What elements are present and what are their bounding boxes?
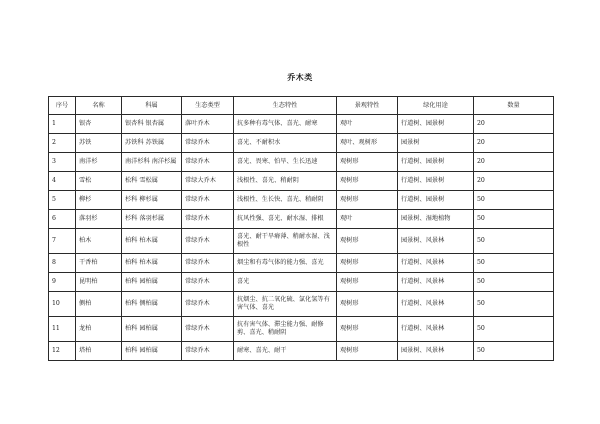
landscape-trait: 观树形	[337, 273, 398, 292]
quantity: 50	[474, 292, 554, 317]
tree-family: 苏铁科 苏铁属	[122, 134, 182, 153]
table-row	[49, 273, 554, 292]
eco-type: 常绿乔木	[182, 292, 234, 317]
greening-use: 行道树、风景林	[398, 254, 474, 273]
row-number: 5	[49, 191, 76, 210]
row-number: 8	[49, 254, 76, 273]
tree-family: 柏科 园柏属	[122, 342, 182, 361]
tree-family: 银杏科 银杏属	[122, 115, 182, 134]
eco-trait: 浅根性、喜光、稍耐阴	[234, 172, 337, 191]
eco-trait: 浅根性、生长快、喜光、稍耐阴	[234, 191, 337, 210]
eco-type: 常绿乔木	[182, 153, 234, 172]
quantity: 50	[474, 229, 554, 254]
tree-name: 落羽杉	[76, 210, 122, 229]
eco-type: 常绿乔木	[182, 342, 234, 361]
eco-trait: 抗烟尘、抗二氧化硫、氯化氢等有害气体、喜光	[234, 292, 337, 317]
greening-use: 园景树	[398, 134, 474, 153]
eco-type: 落叶乔木	[182, 115, 234, 134]
row-number: 4	[49, 172, 76, 191]
tree-family: 柏科 柏木属	[122, 229, 182, 254]
greening-use: 园景树、湿地植物	[398, 210, 474, 229]
quantity: 50	[474, 191, 554, 210]
table-row	[49, 342, 554, 361]
landscape-trait: 观叶	[337, 115, 398, 134]
quantity: 50	[474, 317, 554, 342]
landscape-trait: 观树形	[337, 342, 398, 361]
row-number: 3	[49, 153, 76, 172]
tree-name: 干香柏	[76, 254, 122, 273]
eco-trait: 耐寒、喜光、耐干	[234, 342, 337, 361]
tree-table	[48, 96, 554, 361]
tree-name: 雪松	[76, 172, 122, 191]
row-number: 2	[49, 134, 76, 153]
tree-name: 塔柏	[76, 342, 122, 361]
greening-use: 园景树、风景林	[398, 229, 474, 254]
table-row	[49, 191, 554, 210]
table-row	[49, 317, 554, 342]
landscape-trait: 观树形	[337, 254, 398, 273]
greening-use: 行道树、风景林	[398, 292, 474, 317]
row-number: 1	[49, 115, 76, 134]
eco-type: 常绿乔木	[182, 229, 234, 254]
eco-type: 常绿乔木	[182, 191, 234, 210]
eco-trait: 喜光、畏寒、怕旱、生长迅速	[234, 153, 337, 172]
greening-use: 行道树、园景树	[398, 115, 474, 134]
greening-use: 行道树、风景林	[398, 273, 474, 292]
table-row	[49, 229, 554, 254]
eco-type: 常绿乔木	[182, 273, 234, 292]
table-row	[49, 172, 554, 191]
header-cell: 序号	[49, 97, 76, 115]
greening-use: 行道树、园景树	[398, 191, 474, 210]
tree-name: 龙柏	[76, 317, 122, 342]
greening-use: 行道树、园景树	[398, 153, 474, 172]
quantity: 50	[474, 210, 554, 229]
eco-type: 常绿乔木	[182, 134, 234, 153]
eco-trait: 抗风性强、喜光、耐水湿、排根	[234, 210, 337, 229]
header-cell: 数量	[474, 97, 554, 115]
landscape-trait: 观叶、观树形	[337, 134, 398, 153]
row-number: 11	[49, 317, 76, 342]
quantity: 50	[474, 342, 554, 361]
eco-type: 常绿乔木	[182, 210, 234, 229]
eco-type: 常绿乔木	[182, 317, 234, 342]
row-number: 10	[49, 292, 76, 317]
row-number: 6	[49, 210, 76, 229]
quantity: 20	[474, 153, 554, 172]
landscape-trait: 观树形	[337, 191, 398, 210]
tree-family: 松科 雪松属	[122, 172, 182, 191]
landscape-trait: 观树形	[337, 172, 398, 191]
table-row	[49, 254, 554, 273]
landscape-trait: 观树形	[337, 153, 398, 172]
tree-name: 柏木	[76, 229, 122, 254]
table-row	[49, 153, 554, 172]
tree-name: 苏铁	[76, 134, 122, 153]
header-cell: 生态特性	[234, 97, 337, 115]
header-cell: 名称	[76, 97, 122, 115]
quantity: 50	[474, 273, 554, 292]
landscape-trait: 观树形	[337, 317, 398, 342]
tree-family: 杉科 落羽杉属	[122, 210, 182, 229]
tree-name: 南洋杉	[76, 153, 122, 172]
eco-trait: 喜光	[234, 273, 337, 292]
eco-trait: 喜光、不耐积水	[234, 134, 337, 153]
landscape-trait: 观叶	[337, 210, 398, 229]
eco-type: 常绿大乔木	[182, 172, 234, 191]
table-row	[49, 115, 554, 134]
header-cell: 景观特性	[337, 97, 398, 115]
tree-name: 昆明柏	[76, 273, 122, 292]
table-row	[49, 210, 554, 229]
landscape-trait: 观树形	[337, 292, 398, 317]
tree-family: 柏科 园柏属	[122, 317, 182, 342]
row-number: 9	[49, 273, 76, 292]
table-row	[49, 134, 554, 153]
row-number: 7	[49, 229, 76, 254]
tree-name: 银杏	[76, 115, 122, 134]
header-cell: 生态类型	[182, 97, 234, 115]
eco-trait: 烟尘和有毒气体的能力强、喜光	[234, 254, 337, 273]
quantity: 20	[474, 115, 554, 134]
eco-trait: 抗有害气体、滞尘能力强、耐修剪、喜光、稍耐阴	[234, 317, 337, 342]
tree-name: 侧柏	[76, 292, 122, 317]
tree-family: 柏科 柏木属	[122, 254, 182, 273]
tree-family: 柏科 侧柏属	[122, 292, 182, 317]
landscape-trait: 观树形	[337, 229, 398, 254]
row-number: 12	[49, 342, 76, 361]
tree-family: 南洋杉科 南洋杉属	[122, 153, 182, 172]
header-cell: 科属	[122, 97, 182, 115]
greening-use: 行道树、风景林	[398, 317, 474, 342]
page-title: 乔木类	[287, 73, 313, 82]
quantity: 20	[474, 134, 554, 153]
quantity: 50	[474, 254, 554, 273]
table-header-row	[49, 97, 554, 115]
eco-trait: 抗多种有毒气体、喜光、耐寒	[234, 115, 337, 134]
table-row	[49, 292, 554, 317]
tree-name: 柳杉	[76, 191, 122, 210]
eco-type: 常绿乔木	[182, 254, 234, 273]
header-cell: 绿化用途	[398, 97, 474, 115]
greening-use: 园景树、风景林	[398, 342, 474, 361]
greening-use: 行道树、园景树	[398, 172, 474, 191]
tree-family: 柏科 园柏属	[122, 273, 182, 292]
eco-trait: 喜光、耐干旱瘠薄、稍耐水湿、浅根性	[234, 229, 337, 254]
quantity: 20	[474, 172, 554, 191]
tree-family: 杉科 柳杉属	[122, 191, 182, 210]
